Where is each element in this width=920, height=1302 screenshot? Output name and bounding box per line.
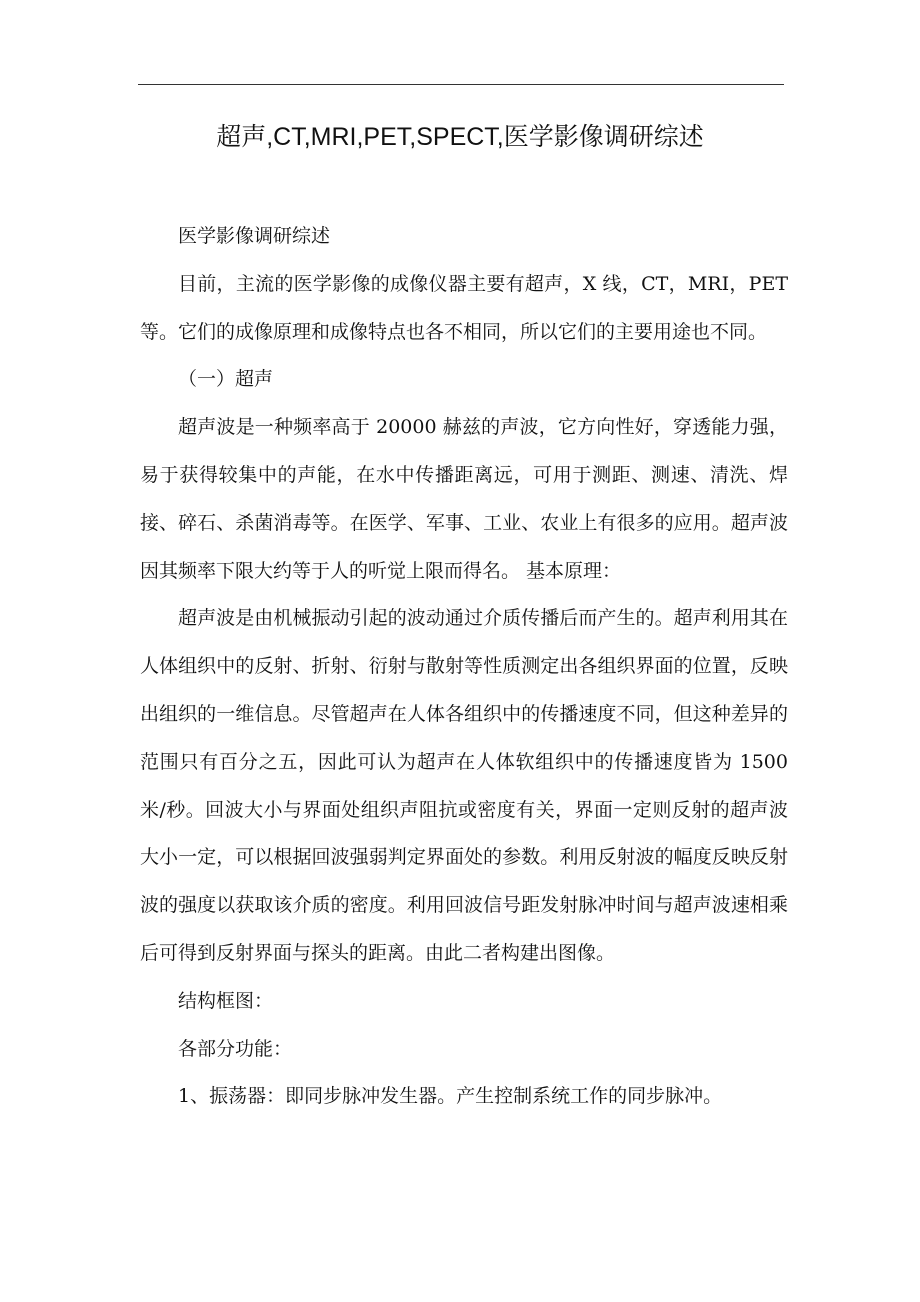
paragraph-oscillator: 1、振荡器：即同步脉冲发生器。产生控制系统工作的同步脉冲。	[178, 1085, 723, 1108]
document-title: 超声,CT,MRI,PET,SPECT,医学影像调研综述	[216, 123, 704, 151]
paragraph-intro: 目前，主流的医学影像的成像仪器主要有超声，X 线，CT，MRI，PET 等。它们的成像原理和成像特点也各不相同，所以它们的主要用途也不同。	[140, 272, 788, 343]
header-rule	[138, 84, 784, 85]
paragraph-ultrasound-overview: 超声波是一种频率高于 20000 赫兹的声波，它方向性好，穿透能力强，易于获得较集中的声能，在水中传播距离远，可用于测距、测速、清洗、焊接、碎石、杀菌消毒等。在医学、军事、工业、农业上有很多的应用。超声波因其频率下限大约等于人的听觉上限而得名。 基本原理：	[140, 416, 788, 582]
paragraph-block-diagram-label: 结构框图：	[178, 989, 274, 1012]
document-body	[140, 213, 788, 1121]
paragraph-subtitle: 医学影像调研综述	[178, 225, 331, 247]
section-heading-ultrasound: （一）超声	[178, 368, 274, 391]
paragraph-ultrasound-principle: 超声波是由机械振动引起的波动通过介质传播后而产生的。超声利用其在人体组织中的反射、折射、衍射与散射等性质测定出各组织界面的位置，反映出组织的一维信息。尽管超声在人体各组织中的传播速度不同，但这种差异的范围只有百分之五，因此可认为超声在人体软组织中的传播速度皆为 1500 米/秒。回波大小与界面处组织声阻抗或密度有关，界面一定则反射的超声波大小一定，可以根据回波强弱判定界面处的参数。利用反射波的幅度反映反射波的强度以获取该介质的密度。利用回波信号距发射脉冲时间与超声波速相乘后可得到反射界面与探头的距离。由此二者构建出图像。	[140, 607, 788, 964]
paragraph-functions-label: 各部分功能：	[178, 1037, 293, 1060]
